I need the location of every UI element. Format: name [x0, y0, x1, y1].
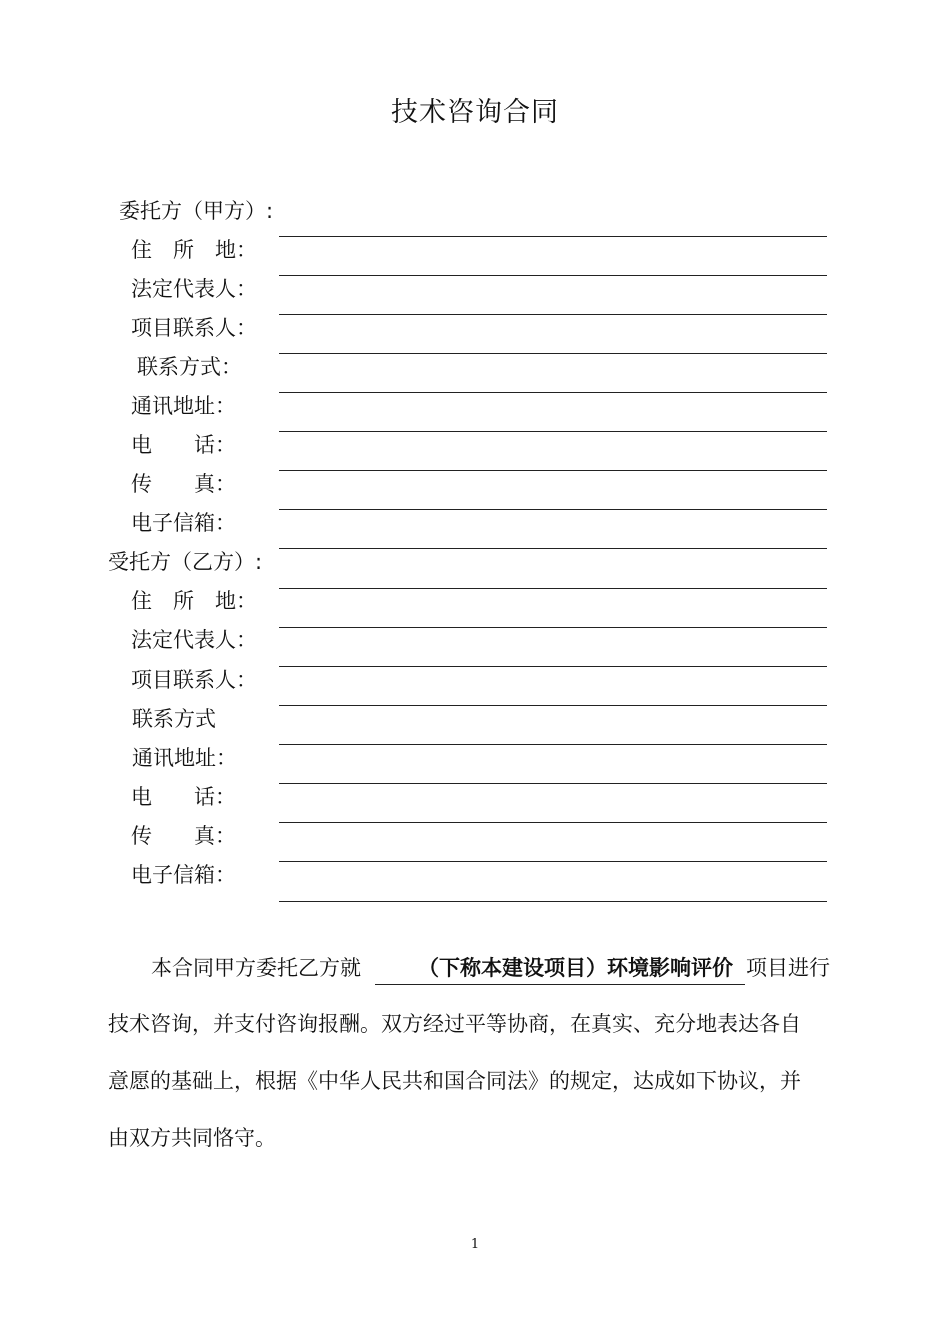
fill-line — [279, 470, 827, 471]
party-b-phone-label: 电 话： — [131, 785, 236, 809]
party-a-contact-person-label: 项目联系人： — [131, 316, 257, 340]
party-a-heading: 委托方（甲方）: — [119, 199, 274, 223]
party-b-legal-rep-label: 法定代表人： — [131, 628, 257, 652]
party-b-address-label: 住 所 地： — [131, 589, 257, 613]
fill-line — [279, 431, 827, 432]
party-a-phone-label: 电 话： — [131, 433, 236, 457]
fill-line — [279, 705, 827, 706]
party-b-mailing-address-label: 通讯地址： — [132, 746, 237, 770]
fill-line — [279, 627, 827, 628]
fill-line — [279, 783, 827, 784]
intro-line-3: 意愿的基础上，根据《中华人民共和国合同法》的规定，达成如下协议，并 — [108, 1069, 801, 1093]
fill-line — [279, 744, 827, 745]
fill-line — [279, 548, 827, 549]
fill-line — [279, 588, 827, 589]
party-a-contact-method-label: 联系方式： — [137, 355, 242, 379]
document-title: 技术咨询合同 — [391, 97, 559, 128]
fill-line — [279, 314, 827, 315]
project-subject: （下称本建设项目）环境影响评价 — [418, 956, 733, 980]
intro-line-4: 由双方共同恪守。 — [108, 1126, 276, 1150]
party-a-mailing-address-label: 通讯地址： — [131, 394, 236, 418]
fill-line — [279, 822, 827, 823]
page-number: 1 — [470, 1237, 480, 1252]
party-a-legal-rep-label: 法定代表人： — [131, 277, 257, 301]
party-b-contact-person-label: 项目联系人： — [131, 668, 257, 692]
fill-line — [279, 666, 827, 667]
intro-after-subject: 项目进行 — [746, 956, 830, 980]
fill-line — [279, 901, 827, 902]
fill-line — [279, 861, 827, 862]
fill-line — [279, 392, 827, 393]
party-a-fax-label: 传 真： — [131, 472, 236, 496]
fill-line — [279, 509, 827, 510]
intro-line-2: 技术咨询，并支付咨询报酬。双方经过平等协商，在真实、充分地表达各自 — [108, 1012, 801, 1036]
intro-lead: 本合同甲方委托乙方就 — [151, 956, 361, 980]
party-a-address-label: 住 所 地： — [131, 238, 257, 262]
party-b-email-label: 电子信箱： — [131, 863, 236, 887]
fill-line — [279, 353, 827, 354]
party-b-heading: 受托方（乙方）: — [108, 550, 263, 574]
party-a-email-label: 电子信箱： — [131, 511, 236, 535]
fill-line — [279, 275, 827, 276]
fill-line — [279, 236, 827, 237]
party-b-contact-method-label: 联系方式 — [132, 707, 216, 731]
party-b-fax-label: 传 真： — [131, 824, 236, 848]
